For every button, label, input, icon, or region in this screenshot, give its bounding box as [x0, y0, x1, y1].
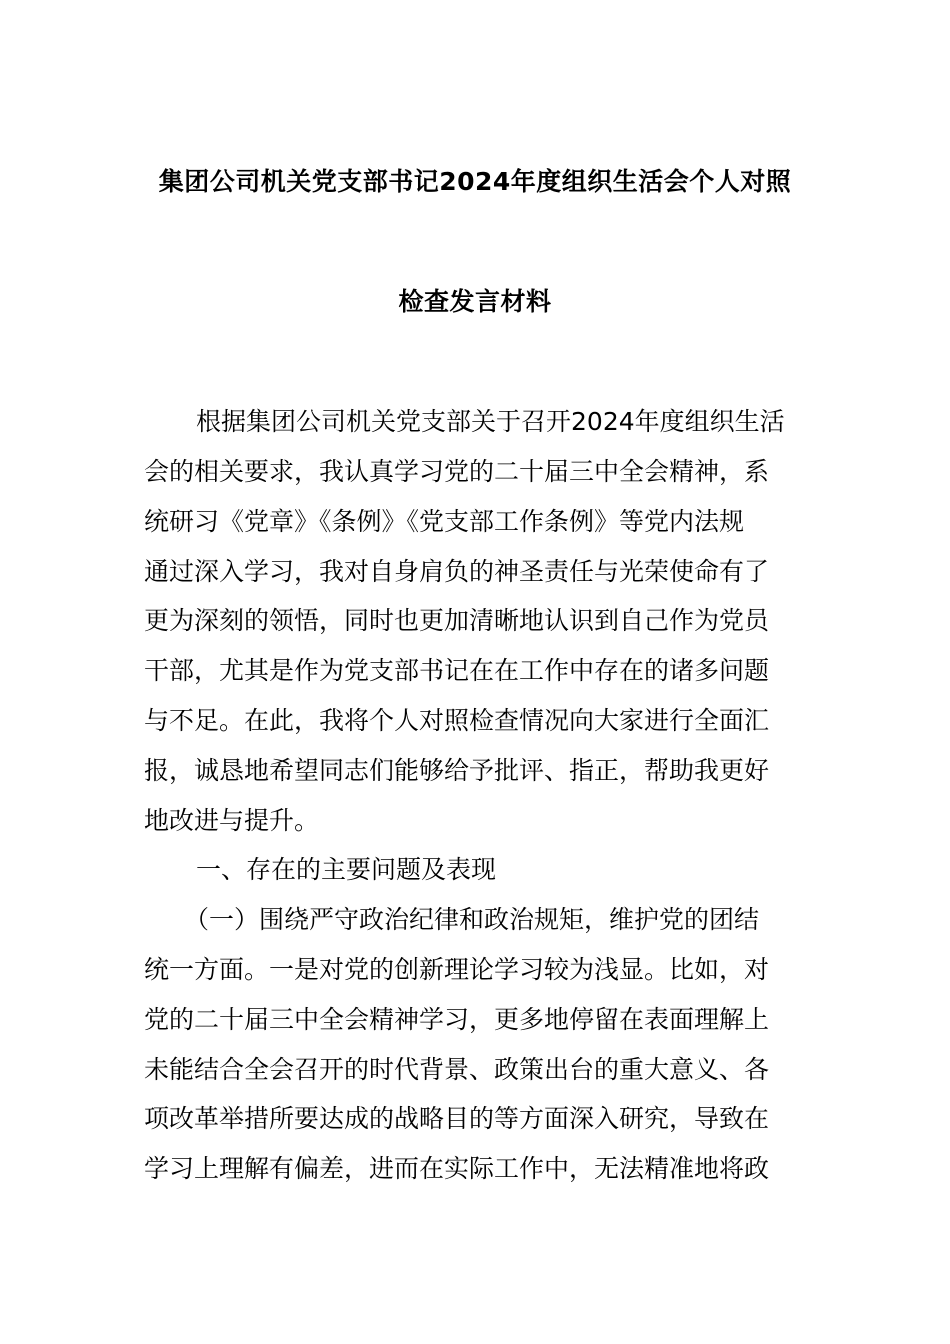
paragraph-line: 报，诚恳地希望同志们能够给予批评、指正，帮助我更好 — [144, 756, 770, 785]
paragraph-line: 与不足。在此，我将个人对照检查情况向大家进行全面汇 — [144, 706, 770, 735]
paragraph-line: 统一方面。一是对党的创新理论学习较为浅显。比如，对 — [144, 955, 770, 984]
paragraph-line: 党的二十届三中全会精神学习，更多地停留在表面理解上 — [144, 1005, 770, 1034]
paragraph-line: 根据集团公司机关党支部关于召开2024年度组织生活 — [196, 407, 785, 436]
paragraph-line: 未能结合全会召开的时代背景、政策出台的重大意义、各 — [144, 1055, 770, 1084]
paragraph-line: 地改进与提升。 — [144, 806, 320, 835]
paragraph-line: 项改革举措所要达成的战略目的等方面深入研究，导致在 — [144, 1104, 770, 1133]
paragraph-line: 会的相关要求，我认真学习党的二十届三中全会精神，系 — [144, 457, 770, 486]
section-heading: 一、存在的主要问题及表现 — [196, 855, 497, 884]
paragraph-line: 统研习《党章》《条例》《党支部工作条例》等党内法规 — [144, 507, 745, 536]
document-title-line-2: 检查发言材料 — [398, 287, 552, 316]
paragraph-line: 更为深刻的领悟，同时也更加清晰地认识到自己作为党员 — [144, 606, 770, 635]
document-title-line-1: 集团公司机关党支部书记2024年度组织生活会个人对照 — [158, 167, 792, 196]
paragraph-line: 学习上理解有偏差，进而在实际工作中，无法精准地将政 — [144, 1154, 770, 1183]
paragraph-line: 通过深入学习，我对自身肩负的神圣责任与光荣使命有了 — [144, 557, 770, 586]
paragraph-line: 干部，尤其是作为党支部书记在在工作中存在的诸多问题 — [144, 656, 770, 685]
subsection-heading-line: （一）围绕严守政治纪律和政治规矩，维护党的团结 — [184, 905, 760, 934]
